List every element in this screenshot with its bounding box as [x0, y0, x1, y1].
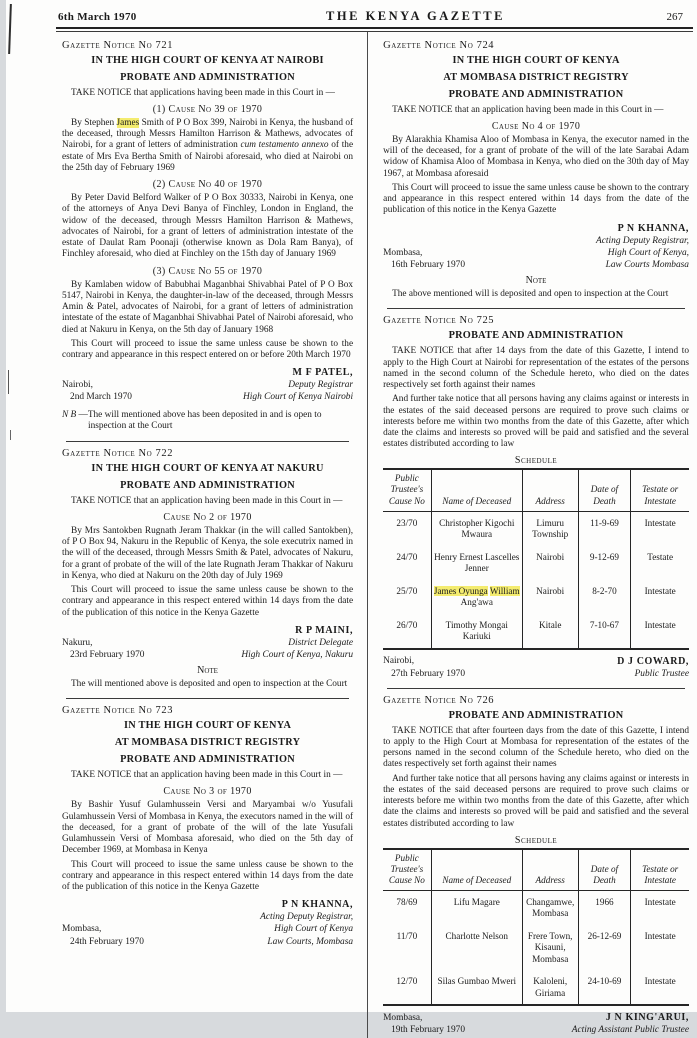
death-date-cell: 24-10-69 — [578, 970, 631, 1005]
table-row — [383, 970, 689, 1005]
cause-no-cell: 11/70 — [396, 930, 418, 941]
cause-no-cell: 23/70 — [396, 517, 418, 528]
signatory-title: Law Courts Mombasa — [605, 259, 689, 270]
cause-body: By Alarakhia Khamisa Aloo of Mombasa in Kenya, the executor named in the will of the deceased, for a grant of probate of the will of the late Sarabai Adam widow of Khamisa Aloo of Mombasa in Kenya, who died on the 30th day of May 1967, at Mombasa aforesaid — [383, 134, 689, 179]
deceased-name-cell-highlighted: James Oyunga William Ang'awa — [431, 580, 522, 614]
signatory-title: High Court of Kenya — [274, 924, 354, 935]
notice-divider — [66, 698, 349, 699]
cause-no-cell: 12/70 — [396, 976, 418, 987]
note-text: The above mentioned will is deposited and open to inspection at the Court — [392, 289, 669, 300]
cause-no-cell: 24/70 — [396, 551, 418, 562]
schedule-header — [383, 469, 689, 511]
deceased-name-cell: Henry Ernest Lascelles Jenner — [431, 546, 522, 580]
left-column — [58, 32, 367, 1038]
signoff-place-date — [62, 637, 144, 661]
signoff-place-date — [383, 247, 465, 271]
cause-heading: Cause No 4 of 1970 — [491, 120, 581, 132]
deceased-name-cell: Christopher Kigochi Mwaura — [431, 511, 522, 546]
signatory-block — [617, 655, 689, 680]
notice-723 — [62, 705, 353, 947]
column-header: Address — [522, 849, 578, 891]
signatory-title: Law Courts, Mombasa — [267, 936, 354, 947]
masthead — [58, 9, 687, 24]
signatory-name: D J COWARD, — [617, 655, 689, 667]
signatory-block — [243, 366, 353, 403]
column-header: Address — [522, 469, 578, 511]
death-date-cell: 1966 — [578, 890, 631, 925]
notice-724 — [383, 40, 689, 300]
page-number: 267 — [666, 11, 683, 23]
section-heading: PROBATE AND ADMINISTRATION — [120, 754, 295, 766]
address-cell: Limuru Township — [522, 511, 578, 546]
cause-heading: Cause No 2 of 1970 — [163, 511, 252, 523]
notice-number: Gazette Notice No 724 — [383, 40, 495, 51]
proceed-paragraph: This Court will proceed to issue the same unless cause be shown to the contrary and appearance in this respect entered within 14 days from the date of the publication of this notice in the Kenya Gazette — [62, 859, 354, 892]
column-header: Testate or Intestate — [631, 849, 689, 891]
column-header: Date of Death — [578, 469, 631, 511]
testate-cell: Intestate — [631, 511, 689, 546]
scan-artifact — [10, 430, 11, 440]
address-cell: Kitale — [522, 614, 578, 649]
notice-number: Gazette Notice No 722 — [62, 447, 174, 459]
table-row — [383, 890, 689, 925]
notice-722 — [62, 448, 353, 691]
notice-721 — [62, 40, 353, 433]
signoff-place-date — [62, 923, 144, 947]
cause-no-cell: 25/70 — [396, 585, 418, 596]
signoff-date: 16th February 1970 — [391, 259, 466, 270]
address-cell: Changamwe, Mombasa — [522, 890, 578, 925]
signoff — [62, 898, 353, 948]
signoff-date: 27th February 1970 — [391, 668, 466, 679]
notice-divider — [66, 441, 349, 442]
cause-body: By Bashir Yusuf Gulamhussein Versi and Maryambai w/o Yusufali Gulamhussein Versi of Mombasa in Kenya, the executors named in the will of the deceased, for a grant of probate of the will of the late Yusufali Gulamhussein Versi of Mombasa aforesaid, who died on the 5th day of December 1969, at Mombasa in Kenya — [62, 800, 354, 856]
intro-paragraph: TAKE NOTICE that an application having been made in this Court in — — [392, 104, 664, 115]
column-header: Public Trustee's Cause No — [383, 469, 431, 511]
signoff-place: Nairobi, — [62, 380, 93, 391]
death-date-cell: 8-2-70 — [578, 580, 631, 614]
cause-heading: (3) Cause No 55 of 1970 — [152, 265, 263, 277]
signatory-name: M F PATEL, — [292, 367, 354, 379]
death-date-cell: 9-12-69 — [578, 546, 631, 580]
intro-paragraph: TAKE NOTICE that an application having been made in this Court in — — [71, 770, 343, 781]
column-header: Date of Death — [578, 849, 631, 891]
table-row — [383, 511, 689, 546]
issue-date: 6th March 1970 — [58, 11, 137, 23]
table-row — [383, 925, 689, 971]
deceased-name-cell: Silas Gumbao Mweri — [431, 970, 522, 1005]
signatory-title: District Delegate — [288, 637, 354, 648]
scan-artifact — [8, 370, 9, 394]
deceased-name-cell: Charlotte Nelson — [431, 925, 522, 971]
nb-note: N B —The will mentioned above has been deposited in and is open to inspection at the Court — [62, 409, 322, 432]
address-cell: Nairobi — [522, 546, 578, 580]
death-date-cell: 11-9-69 — [578, 511, 631, 546]
notice-number: Gazette Notice No 723 — [62, 705, 174, 717]
signoff — [62, 366, 353, 403]
cause-body: By Mrs Santokben Rugnath Jeram Thakkar (in the will called Santokben), of P O Box 94, Nakuru in the Republic of Kenya, the sole executrix named in the will of the deceased, through Messrs Smith & Patel, advocates of Nakuru, for a grant of probate of the will of the late Rugnath Jeram Thakkar of Nakuru in Kenya, who died at Nakuru on the 20th day of July 1969 — [62, 525, 354, 581]
signoff-date: 19th February 1970 — [391, 1025, 466, 1036]
column-header: Name of Deceased — [431, 469, 522, 511]
gazette-title: THE KENYA GAZETTE — [326, 9, 505, 23]
column-header: Testate or Intestate — [631, 469, 689, 511]
cause-body: By Stephen James Smith of P O Box 399, Nairobi in Kenya, the husband of the deceased, through Messrs Hamilton Harrison & Mathews, advocates of Nairobi, for a grant of letters of administration cum testamento annexo of the estate of Mrs Eva Bertha Smith of Nairobi aforesaid, who died at Nairobi on the 25th day of February 1969 — [62, 118, 354, 173]
section-heading: PROBATE AND ADMINISTRATION — [120, 479, 295, 491]
section-heading: PROBATE AND ADMINISTRATION — [448, 330, 624, 342]
signoff — [383, 222, 689, 272]
death-date-cell: 7-10-67 — [578, 614, 631, 649]
notice-paragraph: TAKE NOTICE that after fourteen days from the date of this Gazette, I intend to apply to the High Court at Mombasa for representation of the estates of the persons named in the second column of the Schedule hereto, who died on the dates respectively set forth against their names — [383, 725, 689, 770]
signoff-place: Mombasa, — [383, 1013, 423, 1024]
deceased-name-cell: Timothy Mongai Kariuki — [431, 614, 522, 649]
notice-paragraph: TAKE NOTICE that after 14 days from the date of this Gazette, I intend to apply to the High Court at Nairobi for representation of the estates of the persons named in the second column of the Schedule hereto, who died on the dates respectively set forth against their names — [383, 346, 689, 391]
section-heading: PROBATE AND ADMINISTRATION — [448, 709, 624, 721]
signoff — [383, 655, 689, 680]
notice-726 — [383, 695, 689, 1037]
table-row — [383, 546, 689, 580]
signoff-place-date — [383, 655, 465, 679]
note-text: The will mentioned above is deposited and open to inspection at the Court — [71, 679, 348, 690]
note-heading: Note — [197, 665, 218, 677]
signatory-block — [596, 222, 689, 272]
signatory-name: R P MAINI, — [295, 624, 354, 636]
signoff — [62, 624, 353, 661]
testate-cell: Intestate — [631, 890, 689, 925]
section-heading: PROBATE AND ADMINISTRATION — [120, 71, 295, 83]
signatory-name: P N KHANNA, — [281, 899, 354, 911]
notice-725 — [383, 315, 689, 679]
death-date-cell: 26-12-69 — [578, 925, 631, 971]
cause-body: By Peter David Belford Walker of P O Box 30333, Nairobi in Kenya, one of the attorneys of Anya Devi Banya of Finchley, London in England, the widow of the deceased, through Messrs Hamilton Harrison & Mathews, advocates of Nairobi, for a grant of letters of administration intestate of the estate of Daulat Ram Poonaji (otherwise known as Dola Ram Banya), of Finchley aforesaid, who died at Finchley on the 15th day of January 1969 — [62, 193, 354, 260]
cause-no-cell: 78/69 — [396, 896, 418, 907]
cause-heading: (1) Cause No 39 of 1970 — [152, 104, 263, 116]
signoff-place: Nairobi, — [383, 656, 415, 667]
signoff-place-date — [383, 1012, 465, 1036]
notice-divider — [387, 688, 685, 689]
signoff-place: Nakuru, — [62, 637, 93, 648]
notice-number: Gazette Notice No 721 — [62, 40, 174, 51]
signoff-date: 2nd March 1970 — [70, 392, 132, 403]
signatory-title: Acting Deputy Registrar, — [596, 235, 689, 246]
column-header: Public Trustee's Cause No — [383, 849, 431, 891]
court-heading: AT MOMBASA DISTRICT REGISTRY — [443, 71, 629, 83]
testate-cell: Intestate — [631, 580, 689, 614]
signoff-place: Mombasa, — [62, 924, 102, 935]
proceed-paragraph: This Court will proceed to issue the same unless cause be shown to the contrary and appearance in this respect entered within 14 days from the date of the publication of this notice in the Kenya Gazette — [62, 585, 354, 618]
signatory-block — [260, 898, 353, 948]
schedule-header — [383, 849, 689, 891]
signatory-title: Acting Deputy Registrar, — [260, 912, 354, 923]
table-row — [383, 580, 689, 614]
court-heading: IN THE HIGH COURT OF KENYA — [452, 55, 620, 66]
court-heading: IN THE HIGH COURT OF KENYA AT NAIROBI — [91, 55, 324, 66]
table-row — [383, 614, 689, 649]
testate-cell: Intestate — [631, 614, 689, 649]
court-heading: AT MOMBASA DISTRICT REGISTRY — [114, 737, 301, 749]
address-cell: Nairobi — [522, 580, 578, 614]
notice-divider — [387, 308, 685, 309]
scan-artifact — [8, 4, 12, 54]
schedule-heading: Schedule — [514, 834, 558, 846]
signoff-date: 24th February 1970 — [70, 936, 144, 947]
schedule-table-726 — [383, 848, 689, 1007]
signatory-title: High Court of Kenya, Nakuru — [241, 650, 354, 660]
signatory-title: Acting Assistant Public Trustee — [571, 1025, 689, 1036]
schedule-table-725 — [383, 468, 689, 649]
notice-number: Gazette Notice No 726 — [383, 694, 495, 706]
section-heading: PROBATE AND ADMINISTRATION — [448, 88, 624, 100]
signatory-name: J N KING'ARUI, — [605, 1012, 689, 1024]
signoff — [383, 1011, 689, 1036]
cause-heading: Cause No 3 of 1970 — [163, 786, 252, 798]
signoff-place: Mombasa, — [383, 247, 423, 258]
right-column — [367, 32, 691, 1038]
proceed-paragraph: This Court will proceed to issue the same unless cause be shown to the contrary and appearance in this respect entered within 14 days from the date of the publication of this notice in the Kenya Gazette — [383, 182, 689, 216]
note-heading: Note — [525, 275, 547, 287]
signatory-block — [241, 624, 353, 661]
notice-paragraph: And further take notice that all persons having any claims against or interests in the estates of the said deceased persons are required to prove such claims or interests before me within two months from the date of this Gazette, after which date the claims and interests so proved will be paid and satisfied and the several estates distributed according to law — [383, 394, 689, 450]
testate-cell: Intestate — [631, 925, 689, 971]
cause-heading: (2) Cause No 40 of 1970 — [152, 179, 263, 191]
deceased-name-cell: Lifu Magare — [431, 890, 522, 925]
court-heading: IN THE HIGH COURT OF KENYA AT NAKURU — [91, 462, 324, 474]
intro-paragraph: TAKE NOTICE that an application having been made in this Court in — — [71, 495, 343, 506]
intro-paragraph: TAKE NOTICE that applications having been made in this Court in — — [71, 87, 335, 98]
address-cell: Frere Town, Kisauni, Mombasa — [522, 925, 578, 971]
schedule-heading: Schedule — [514, 455, 558, 467]
gazette-page — [6, 0, 697, 1036]
two-column-layout — [58, 32, 691, 1038]
signatory-title: High Court of Kenya, — [607, 247, 689, 258]
notice-paragraph: And further take notice that all persons having any claims against or interests in the estates of the said deceased persons are required to prove such claims or interests before me within two months from the date of this Gazette, after which date the claims and interests so proved will be paid and satisfied and the several estates distributed according to law — [383, 773, 689, 829]
cause-no-cell: 26/70 — [396, 619, 418, 630]
cause-body: By Kamlaben widow of Babubhai Maganbhai Shivabhai Patel of P O Box 5147, Nairobi in Kenya, the daughter-in-law of the deceased, through Messrs Amin & Patel, advocates of Nairobi, for a grant of letters of administration intestate of the estate of Maganbhai Shivabhai Patel of Nairobi aforesaid, who died at Nakuru in Kenya, on the 5th day of January 1968 — [62, 279, 354, 335]
signoff-place-date — [62, 379, 132, 403]
court-heading: IN THE HIGH COURT OF KENYA — [123, 720, 292, 732]
signatory-block — [572, 1011, 689, 1036]
column-header: Name of Deceased — [431, 849, 522, 891]
signoff-date: 23rd February 1970 — [70, 650, 145, 660]
proceed-paragraph: This Court will proceed to issue the same unless cause be shown to the contrary and appearance in this respect entered on or before 20th March 1970 — [62, 338, 354, 360]
address-cell: Kaloleni, Giriama — [522, 970, 578, 1005]
signatory-title: Deputy Registrar — [288, 380, 354, 391]
notice-number: Gazette Notice No 725 — [383, 315, 495, 327]
signatory-name: P N KHANNA, — [617, 222, 689, 234]
testate-cell: Testate — [631, 546, 689, 580]
signatory-title: Public Trustee — [634, 668, 689, 679]
testate-cell: Intestate — [631, 970, 689, 1005]
signatory-title: High Court of Kenya Nairobi — [243, 392, 354, 403]
